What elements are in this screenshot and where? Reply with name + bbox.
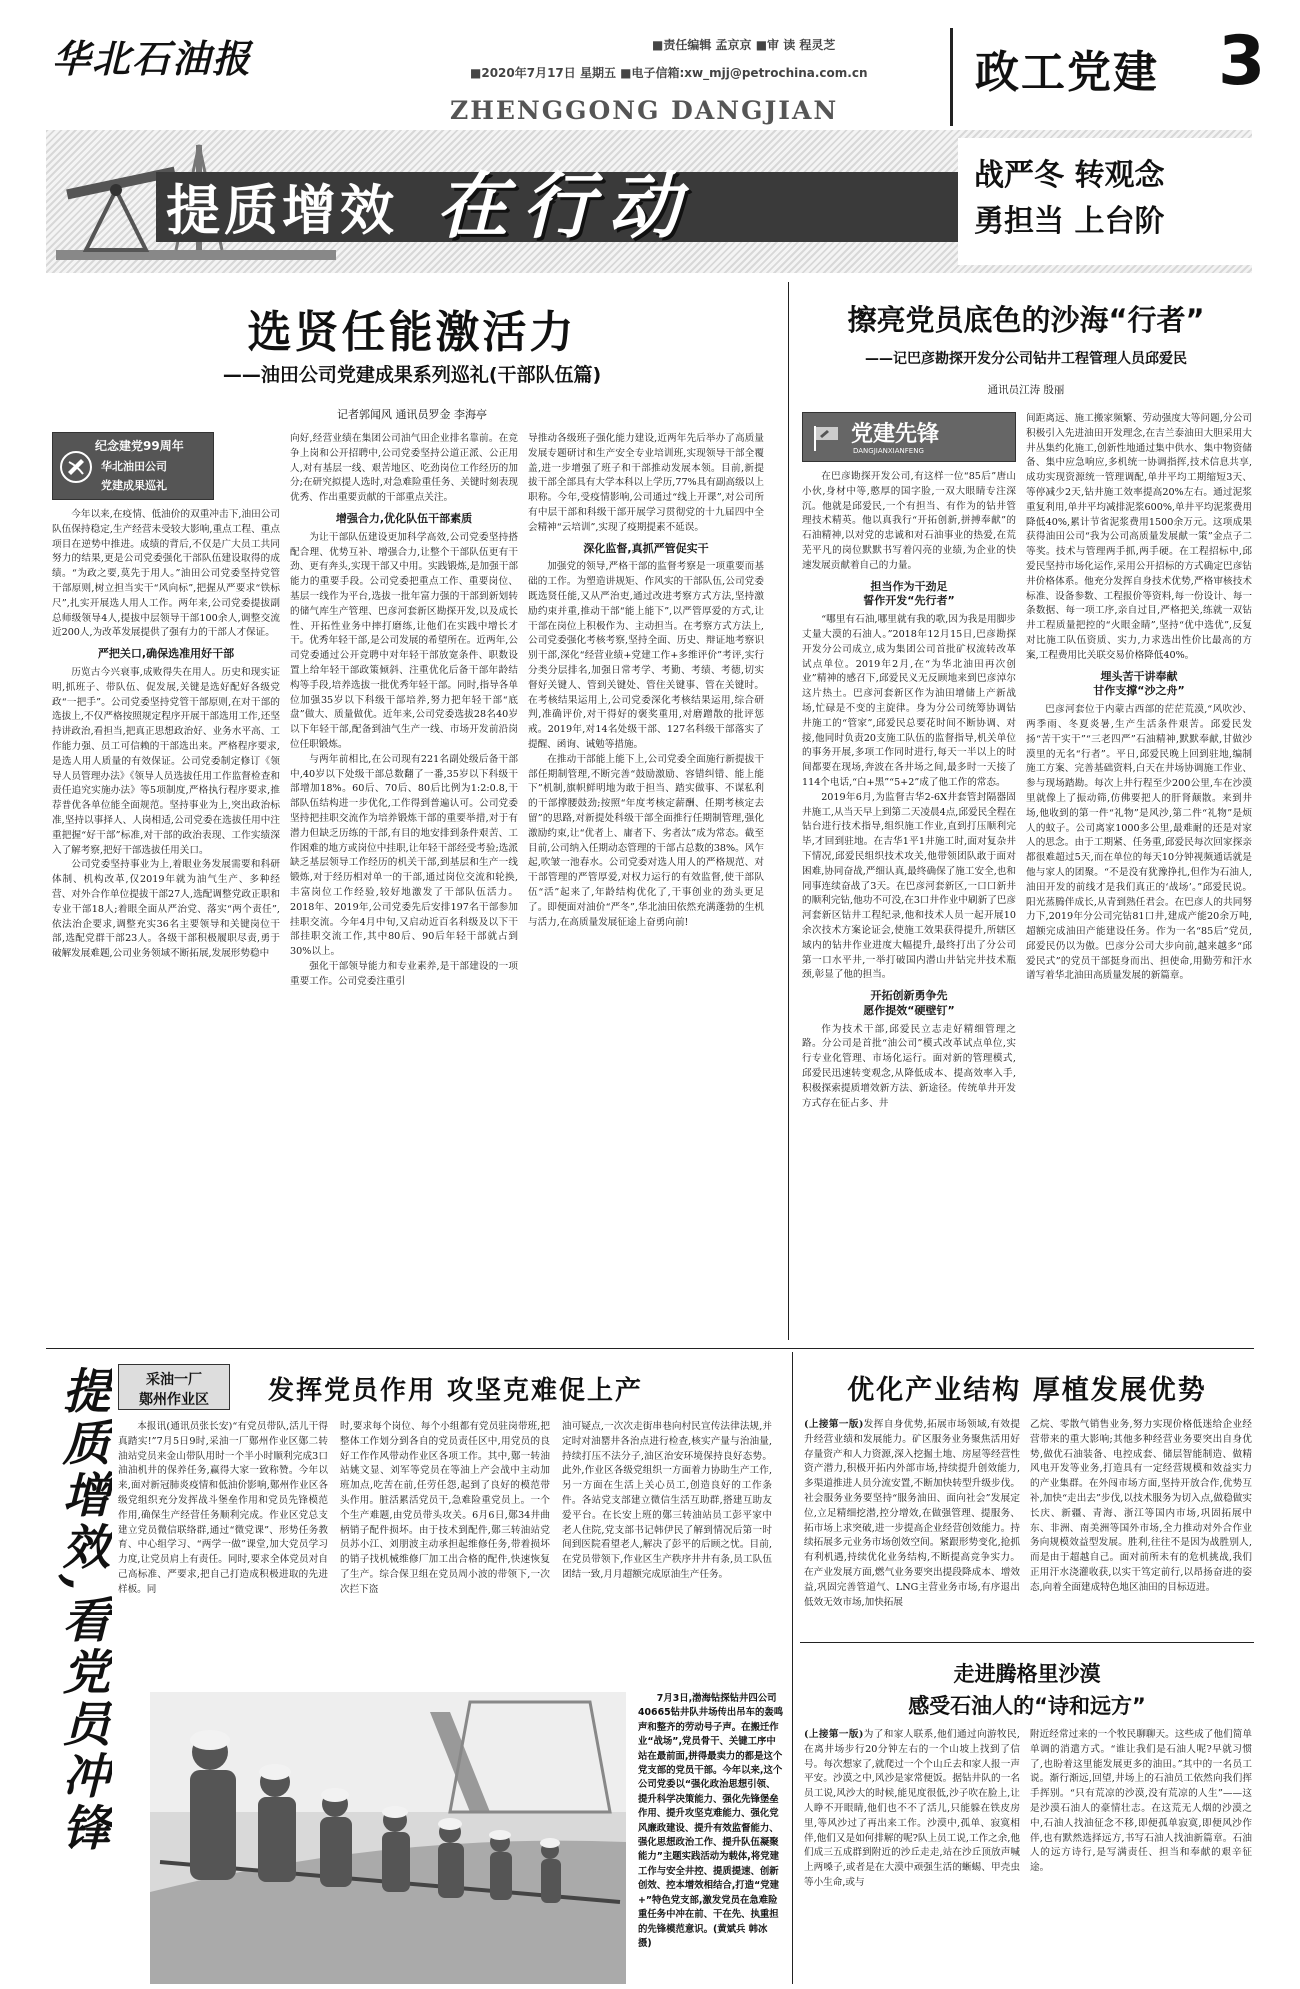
article1-heading-3: 深化监督,真抓严管促实干 xyxy=(583,541,709,555)
column-divider xyxy=(788,282,789,1340)
paragraph: 间距离远、施工搬家频繁、劳动强度大等问题,分公司积极引入先进油田开发理念,在吉兰泰油田大胆采用大井丛集约化施工,创新性地通过集中供水、集中物资储备、集中应急响应,多机统一协调指挥,技术信息共享,成功实现资源统一管理调配,单井平均工期缩短3天、等停减少2天,钻井施工效率提高20%左右。通过泥浆重复利用,单井平均减排泥浆600%,单井平均泥浆费用降低40%,累计节省泥浆费用1500余万元。这项成果获得油田公司“我为公司高质量发展献一策”金点子二等奖。技术与管理两手抓,两手硬。在工程招标中,邱爱民坚持市场化运作,采用公开招标的方式确定巴彦钻井价格体系。他充分发挥自身技术优势,严格审核技术标准、设备参数、工程报价等资料,每一份设计、每一条数据、每一项工序,亲自过目,严格把关,练就一双钻井工程质量把控的“火眼金睛”,坚持“优中选优”,反复对比施工队伍资质、实力,力求选出性价比最高的方案,工程费用比关联交易价格降低40%。 xyxy=(1026,413,1252,661)
article2-heading-3b: 甘作支撑“沙之舟” xyxy=(1093,684,1185,698)
date-line: ■2020年7月17日 星期五 ■电子信箱:xw_mjj@petrochina.com.cn xyxy=(470,66,868,80)
article5-lead: (上接第一版) xyxy=(804,1729,864,1740)
masthead xyxy=(0,0,1300,130)
paragraph: 在推动干部能上能下上,公司党委全面施行新提拔干部任期制管理,不断完善“鼓励激励、容错纠错、能上能下”机制,旗帜鲜明地为敢于担当、踏实做事、不谋私利的干部撑腰鼓劲;按照“年度考核定薪酬、任期考核定去留”的思路,对新提处科级干部全面推行任期制管理,强化激励约束,让“优者上、庸者下、劣者汰”成为常态。截至目前,公司纳入任期动态管理的干部占总数的38%。风乍起,吹皱一池春水。公司党委对选人用人的严格规范、对干部管理的严管厚爱,对权力运行的有效监督,使干部队伍“活”起来了,年龄结构优化了,干事创业的劲头更足了。即便面对油价“严冬”,华北油田依然充满蓬勃的生机与活力,在高质量发展征途上奋勇向前! xyxy=(528,753,764,928)
article3-column-2 xyxy=(340,1420,550,1686)
article2-tag-pinyin: DANGJIANXIANFENG xyxy=(853,447,924,455)
photo-drilling-crew xyxy=(150,1692,626,1984)
paragraph: 与两年前相比,在公司现有221名副处级后备干部中,40岁以下处级干部总数翻了一番,35岁以下科级干部增加18%。60后、70后、80后比例为1:2:0.8,干部队伍结构进一步优化,工作得到普遍认可。公司党委坚持把挂职交流作为培养锻炼干部的重要举措,对于有潜力但缺乏历练的干部,有目的地安排到条件艰苦、工作困难的地方或岗位中挂职,让年轻干部经受考验;选派缺乏基层领导工作经历的机关干部,到基层和生产一线锻炼,对于经历相对单一的干部,通过岗位交流和轮换,丰富岗位工作经验,较好地激发了干部队伍活力。2018年、2019年,公司党委先后安排197名干部参加挂职交流。今年4月中旬,又启动近百名科级及以下干部挂职交流工作,其中80后、90后年轻干部就占到30%以上。 xyxy=(290,753,518,958)
masthead-divider xyxy=(950,28,953,126)
article1-heading-1: 严把关口,确保选准用好干部 xyxy=(97,647,235,661)
section-title: 政工党建 xyxy=(975,47,1159,98)
party-emblem-icon xyxy=(59,450,93,484)
banner-title: 提质增效 xyxy=(166,179,398,242)
article4-title: 优化产业结构 厚植发展优势 xyxy=(847,1375,1207,1406)
article1-title: 选贤任能激活力 xyxy=(247,307,577,358)
sidebar-vertical-slogan: 提质增效,看党员冲锋 xyxy=(54,1366,110,1855)
paragraph: 油可疑点,一次次走街串巷向村民宣传法律法规,并定时对油罂井各治点进行检查,核实产量与治油量,持续打压不法分子,油区治安环境保持良好态势。此外,作业区各级党组织一方面着力协助生产工作,另一方面在生活上关心员工,创造良好的工作条件。各站党支部建立微信生活互助群,搭建互助友爱平台。在长安上班的鄚三转油站员工彭平家中老人住院,党支部书记韩伊民了解到情况后第一时间到医院看望老人,解决了彭平的后顾之忧。目前,在党员带领下,作业区生产秩序井井有条,员工队伍团结一致,月月超额完成原油生产任务。 xyxy=(562,1421,772,1580)
paragraph: 附近经常过来的一个牧民聊聊天。这些成了他们简单单调的消遣方式。“谁让我们是石油人呢?早就习惯了,也盼着这里能发展更多的油田。”其中的一名员工说。渐行渐远,回望,井场上的石油员工依然向我们挥手挥别。“只有荒凉的沙漠,没有荒凉的人生”——这是沙漠石油人的豪情壮志。在这荒无人烟的沙漠之中,石油人找油征念不移,即便孤单寂寞,即便风沙作伴,也有默然选择远方,书写石油人找油新篇章。石油人的远方诗行,是写满责任、担当和奉献的艰辛征途。 xyxy=(1030,1729,1252,1874)
banner xyxy=(46,130,1252,273)
horizontal-divider-lower xyxy=(800,1642,1254,1643)
article5-body: 为了和家人联系,他们通过向游牧民,在离井场步行20分钟左右的一个山坡上找到了信号。每次想家了,就爬过一个个山丘去和家人报一声平安。沙漠之中,风沙是家常便饭。据钻井队的一名员工说,风沙大的时候,能见度很低,沙子吹在脸上,让人睁不开眼睛,他们也不不了活儿,只能躲在铁皮房里,等风沙过了再出来工作。沙漠中,孤单、寂寞相伴,他们又是如何排解的呢?队上员工说,工作之余,他们成三五成群到附近的沙丘走走,站在沙丘顶放声喊上两嗓子,或者是在大漠中顽强生活的蜥蜴、甲壳虫等小生命,或与 xyxy=(804,1729,1020,1888)
article5-column-2 xyxy=(1030,1728,1252,1984)
banner-script-title: 在行动 xyxy=(436,163,695,248)
article3-column-1 xyxy=(118,1420,328,1686)
paragraph: 作为技术干部,邱爱民立志走好精细管理之路。分公司是首批“油公司”模式改革试点单位,实行专业化管理、市场化运行。面对新的管理模式,邱爱民迅速转变观念,从降低成本、提高效率入手,积极探索提质增效新方法、新途径。传统单井开发方式存在征占多、井 xyxy=(802,1023,1016,1109)
article4-column-2 xyxy=(1030,1418,1252,1638)
article2-heading-2b: 愿作提效“硬壁钉” xyxy=(863,1003,955,1017)
paragraph: 巴彦河套位于内蒙古西部的茫茫荒漠,“风吹沙、两季雨、冬夏炎暑,生产生活条件艰苦。邱爱民发扬“苦干实干”“三老四严”石油精神,默默奉献,甘做沙漠里的无名“行者”。平日,邱爱民晚上回到驻地,编制施工方案、完善基础资料,白天在井场协调施工作业、参与现场踏勘。每次上井行程至少200公里,车在沙漠里就像上了振动筛,仿佛要把人的肝肾颠散。来到井场,他收到的第一件“礼物”是风沙,第二件“礼物”是烦人的蚊子。公司离家1000多公里,最难耐的还是对家人的思念。由于工期紧、任务重,邱爱民每次回家探亲都很难超过5天,而在单位的每天10分钟视频通话就是他与家人的团聚。“不是没有犹豫挣扎,但作为石油人,油田开发的前线才是我们真正的‘战场’。”邱爱民说。阳光蒸腾伴成长,从青到熟任君会。在巴彦人的共同努力下,2019年分公司完钻81口井,建成产能20余万吨,超额完成油田产能建设任务。作为一名“85后”党员,邱爱民仍以为傲。巴彦分公司大步向前,越来越多“邱爱民式”的党员干部挺身而出、担使命,用勤劳和汗水谱写着华北油田高质量发展的新篇章。 xyxy=(1026,704,1252,982)
paragraph: 在巴彦勘探开发公司,有这样一位“85后”唐山小伙,身材中等,憨厚的国字脸,一双大眼睛专注深沉。他就是邱爱民,一个有担当、有作为的钻井管理技术精英。他以真我行“开拓创新,拼搏奉献”的石油精神,以对党的忠诚和对石油事业的热爱,在荒芜平凡的岗位默默书写着闪亮的业绩,为企业的快速发展贡献着自己的力量。 xyxy=(802,471,1016,571)
paragraph: 历览古今兴衰事,成败得失在用人。历史和现实证明,抓班子、带队伍、促发展,关键是选好配好各级党政“一把手”。公司党委坚持党管干部原则,在对干部的选拔上,不仅严格按照规定程序开展干部选用工作,还坚持讲政治,看担当,把真正思想政治好、业务水平高、工作能力强、员工可信赖的干部选出来。严格程序要求,是选人用人质量的有效保证。公司党委制定修订《领导人员管理办法》《领导人员选拔任用工作监督检查和责任追究实施办法》等5项制度,严格执行程序要求,推荐普优各单位能全面规范。坚持事业为上,突出政治标准,坚持以事择人、人岗相适,公司党委在选拔任用中注重把握“好干部”标准,对干部的政治表现、工作实绩深入了解考察,把好干部选拔任用关口。 xyxy=(52,666,280,856)
badge-top: 纪念建党99周年 xyxy=(95,439,184,453)
banner-slogan-line-1: 战严冬 转观念 xyxy=(974,158,1165,193)
article-tengger-desert xyxy=(800,1646,1254,1984)
paragraph: 公司党委坚持事业为上,着眼业务发展需要和科研体制、机构改革,仅2019年就为油气生产、多种经营、对外合作单位提拔干部27人,选配调整党政正职和专业干部18人;着眼全面从严治党、落实“两个责任”,依法治企要求,调整充实36名主要领导和关键岗位干部,选配党群干部23人。各级干部积极履职尽责,勇于破解发展难题,公司业务领域不断拓展,发展形势稳中 xyxy=(52,859,280,960)
article1-column-1 xyxy=(52,508,280,1342)
article4-lead: (上接第一版) xyxy=(804,1419,864,1430)
photo-caption: 7月3日,渤海钻探钻井四公司40665钻井队井场传出吊车的轰鸣声和整齐的劳动号子声。在搬迁作业“战场”,党员骨干、关键工序中站在最前面,拼得最卖力的都是这个党支部的党员干部。今年以来,这个公司党委以“强化政治思想引领、提升科学决策能力、强化先锋堡垒作用、提升攻坚克难能力、强化党风廉政建设、提升有效监督能力、强化思想政治工作、提升队伍凝聚能力”主题实践活动为载体,将党建工作与安全井控、提质提速、创新创效、控本增效相结合,打造“党建+”特色党支部,激发党员在急难险重任务中冲在前、干在先、执重担的先锋模范意识。(黄斌兵 韩冰 摄) xyxy=(638,1693,784,1949)
article3-unit-label xyxy=(118,1364,230,1410)
editors-line: ■责任编辑 孟京京 ■审 读 程灵芝 xyxy=(652,38,836,52)
unit-line-2: 鄚州作业区 xyxy=(139,1392,209,1408)
paragraph: 导推动各级班子强化能力建设,近两年先后举办了高质量发展专题研讨和生产安全专业培训班,实现领导干部全覆盖,进一步增强了班子和干部推动发展本领。目前,新提拔干部全部具有大学本科以上学历,77%具有副高级以上职称。今年,受疫情影响,公司通过“线上开课”,对公司所有中层干部和科级干部开展学习贯彻党的十九届四中全会精神“云培训”,实现了疫期提素不延误。 xyxy=(528,433,764,533)
article4-column-1 xyxy=(804,1418,1020,1638)
paragraph: 强化干部领导能力和专业素养,是干部建设的一项重要工作。公司党委注重引 xyxy=(290,960,518,987)
article2-subtitle: ——记巴彦勘探开发分公司钻井工程管理人员邱爱民 xyxy=(865,351,1187,367)
article1-badge xyxy=(52,432,214,500)
section-pinyin: ZHENGGONG DANGJIAN xyxy=(450,96,839,125)
article2-tag-label: 党建先锋 xyxy=(851,422,940,447)
article2-heading-2a: 开拓创新勇争先 xyxy=(870,989,948,1003)
horizontal-divider xyxy=(46,1348,1254,1349)
unit-line-1: 采油一厂 xyxy=(146,1372,202,1388)
article2-heading-1a: 担当作为干劲足 xyxy=(870,579,948,593)
article2-tag xyxy=(802,412,1016,462)
article2-column-2 xyxy=(1026,412,1252,1340)
party-flag-icon xyxy=(811,423,841,453)
article5-title-line-1: 走进腾格里沙漠 xyxy=(953,1662,1101,1686)
article1-subtitle: ——油田公司党建成果系列巡礼(干部队伍篇) xyxy=(222,364,602,386)
banner-slogan-line-2: 勇担当 上台阶 xyxy=(974,204,1165,239)
article5-title-line-2: 感受石油人的“诗和远方” xyxy=(908,1694,1146,1718)
article2-column-1 xyxy=(802,470,1016,1340)
article1-column-2 xyxy=(290,432,518,1342)
column-divider-lower xyxy=(792,1352,793,1984)
paragraph: 2019年6月,为监督吉华2-6X井套管封隔器固井施工,从当天早上到第二天凌晨4点,邱爱民全程在钻台进行技术指导,组织施工作业,直到打压顺利完毕,才回到驻地。在吉华1平1井施工时,面对复杂井下情况,邱爱民组织技术攻关,他带领团队敢于面对困难,协同奋战,严细认真,最终确保了施工安全,也和同事连续奋战了3天。在巴彦河套新区,一口口新井的顺利完钻,他功不可没,在3口井作业中刷新了巴彦河套新区钻井工程纪录,他和技术人员一起开展10余次技术方案论证会,使施工效果获得提升,所辖区域内的钻井作业进度大幅提升,最终打出了分公司第一口水平井,一举打破国内潜山井钻完井技术瓶颈,彰显了他的担当。 xyxy=(802,791,1016,981)
paragraph: 加强党的领导,严格干部的监督考察是一项重要而基础的工作。为塑造讲规矩、作风实的干部队伍,公司党委既选贤任能,又从严治吏,通过改进考察方式方法,坚持激励约束并重,推动干部“能上能下”,以严管厚爱的方式,让干部在岗位上积极作为、主动担当。在考察方式方法上,公司党委强化考核考察,坚持全面、历史、辩证地考察识别干部,深化“经营业绩+党建工作+多维评价”考评,实行分类分层排名,加强日常考学、考勤、考绩、考德,切实督好关键人、管到关键处、管住关键事、管在关键时。在考核结果运用上,公司党委深化考核结果运用,综合研判,准确评价,对干得好的褒奖重用,对磨蹭散的批评惩戒。2019年,对14名处级干部、127名科级干部落实了提醒、函询、诫勉等措施。 xyxy=(528,561,764,750)
paragraph: 为让干部队伍建设更加科学高效,公司党委坚持搭配合理、优势互补、增强合力,让整个干部队伍更有干劲、更有奔头,实现干部又中用。实践锻炼,是加强干部能力的重要手段。公司党委把重点工作、重要岗位、基层一线作为平台,选拔一批年富力强的干部到新划转的储气库生产管理、巴彦河套新区勘探开发,以及成长性、开拓性业务中摔打磨练,让他们在实践中增长才干。优秀年轻干部,是公司发展的希望所在。近两年,公司党委通过公开竞聘中对年轻干部放宽条件、职数设置上给年轻干部政策倾斜、注重优化后备干部年龄结构等手段,培养选拔一批优秀年轻干部。同时,指导各单位加强35岁以下科级干部培养,努力把年轻干部“底盘”做大、质量做优。近年来,公司党委选拔28名40岁以下年轻干部,配备到油气生产一线、市场开发前沿岗位任职锻炼。 xyxy=(290,531,518,750)
paragraph: 本报讯(通讯员张长安)“有党员带队,活儿干得真踏实!”7月5日9时,采油一厂鄚州作业区鄚二转油站党员来金山带队用时一个半小时顺利完成3口油油机井的保养任务,赢得大家一致称赞。今年以来,面对新冠肺炎疫情和低油价影响,鄚州作业区各级党组织充分发挥战斗堡垒作用和党员先锋模范作用,确保生产经营任务顺利完成。作业区党总支建立党员微信联络群,通过“微党课”、形势任务教育、中心组学习、“两学一做”课堂,加大党员学习力度,让党员肩上有责任。同时,要求全体党员对自己高标准、严要求,把自己打造成积极进取的先进样板。同 xyxy=(118,1421,328,1595)
paragraph: 今年以来,在疫情、低油价的双重冲击下,油田公司队伍保持稳定,生产经营未受较大影响,重点工程、重点项目在逆势中推进。成绩的背后,不仅是广大员工共同努力的结果,更是公司党委强化干部队伍建设取得的成绩。“为政之要,莫先于用人。”油田公司党委坚持党管干部原则,树立担当实干“风向标”,把握从严要求“铁标尺”,扎实开展选人用人工作。两年来,公司党委提拔副总师级领导4人,提拔中层领导干部100余人,调整交流近200人,为改革发展提供了强有力的干部人才保证。 xyxy=(52,509,280,639)
page-number: 3 xyxy=(1218,22,1266,101)
article5-column-1 xyxy=(804,1728,1020,1984)
paragraph: 向好,经营业绩在集团公司油气田企业排名靠前。在竞争上岗和公开招聘中,公司党委坚持公道正派、公正用人,对有基层一线、艰苦地区、吃劲岗位工作经历的加分;在研究拟提人选时,对急难险重任务、关键时刻表现优秀、作出重要贡献的干部重点关注。 xyxy=(290,433,518,504)
article2-byline: 通讯员江涛 殷丽 xyxy=(987,384,1065,396)
article2-heading-1b: 誓作开发“先行者” xyxy=(863,594,955,608)
article-mozhou-work-area xyxy=(118,1356,788,1686)
article3-title: 发挥党员作用 攻坚克难促上产 xyxy=(268,1376,644,1406)
paragraph: 乙烷、零散气销售业务,努力实现价格低迷给企业经营带来的重大影响;其他多种经营业务要突出自身优势,做优石油装备、电控成套、储层智能制造、做精风电开发等业务,打造具有一定经营规模和效益实力的产业集群。在外闯市场方面,坚持开放合作,优势互补,加快“走出去”步伐,以技术服务为切入点,做稳做实长庆、新疆、青海、浙江等国内市场,巩固拓展中东、非洲、南美洲等国外市场,全力推动对外合作业务向规模效益型发展。胜利,往往不是因为战胜别人,而是由于超越自己。面对前所未有的危机挑战,我们正用汗水浇灌收获,以实干笃定前行,以昂扬奋进的姿态,向着全面建成特色地区油田的目标迈进。 xyxy=(1030,1419,1252,1593)
article2-heading-3a: 埋头苦干讲奉献 xyxy=(1100,669,1178,683)
article2-title: 擦亮党员底色的沙海“行者” xyxy=(847,303,1205,337)
article-cadre-team xyxy=(46,282,778,1342)
article1-byline: 记者郭闻风 通讯员罗金 李海亭 xyxy=(337,408,487,421)
article1-heading-2: 增强合力,优化队伍干部素质 xyxy=(335,511,473,525)
paragraph xyxy=(804,1728,1020,1891)
paper-name: 华北石油报 xyxy=(52,36,253,81)
paragraph: 时,要求每个岗位、每个小组都有党员驻岗带班,把整体工作划分到各自的党员责任区中,用党员的良好工作作风带动作业区各项工作。其中,鄚一转油站姚文显、刘军等党员在等油上产会战中主动加班加点,吃苦在前,任劳任怨,起到了良好的模范带头作用。脏活累活党员干,急难险重党员上。一个个生产难题,由党员带头攻关。6月6日,鄚34井曲柄销子配件损坏。由于技术到配件,鄚三转油站党员苏小江、刘朋波主动承担起维修任务,带着损坏的销子找机械维修厂加工出合格的配件,快速恢复了生产。综合保卫组在党员周小波的带领下,一次次拦下盗 xyxy=(340,1421,550,1595)
article-party-member-profile xyxy=(798,282,1254,1340)
paragraph xyxy=(804,1418,1020,1610)
workers-pulling-rope-image xyxy=(150,1692,626,1984)
article1-column-3 xyxy=(528,432,764,1342)
paragraph: “哪里有石油,哪里就有我的歌,因为我是用脚步丈量大漠的石油人。”2018年12月15日,巴彦勘探开发分公司成立,成为集团公司首批矿权流转改革试点单位。2019年2月,在“为华北油田再次创业”精神的感召下,邱爱民义无反顾地来到巴彦淖尔这片热土。巴彦河套新区作为油田增储上产新战场,忙碌是不变的主旋律。身为分公司统筹协调钻井施工的“管家”,邱爱民总要花时间不断协调、对接,他同时负责20支施工队伍的监督指导,机关单位的事务开展,多项工作同时进行,每天一半以上的时间都要在现场,奔波在各井场之间,最多时一天接了114个电话,“白+黑”“5+2”成了他工作的常态。 xyxy=(802,614,1016,788)
badge-line-2: 党建成果巡礼 xyxy=(101,479,167,492)
article-industrial-structure xyxy=(800,1352,1254,1638)
article3-column-3 xyxy=(562,1420,772,1686)
badge-line-1: 华北油田公司 xyxy=(101,460,167,473)
article4-body: 发挥自身优势,拓展市场领域,有效提升经营业绩和发展能力。矿区服务业务聚焦活用好存量资产和人力资源,深入挖掘土地、房屋等经营性资产潜力,积极开拓内外部市场,持续提升创效能力,多渠道推进人员分流安置,不断加快转型升级步伐。社会服务业务要坚持“服务油田、面向社会”发展定位,立足精细挖潜,控分增效,在做强管理、提服务、拓市场上求突破,进一步提高企业经营创效能力。持续拓展多元业务市场创效空间。紧跟形势变化,抢抓有利机遇,持续优化业务结构,不断提高竞争实力。在产业发展方面,燃气业务要突出提段降成本、增效益,巩固完善管道气、LNG主营业务市场,有序退出低效无效市场,加快拓展 xyxy=(804,1419,1020,1608)
